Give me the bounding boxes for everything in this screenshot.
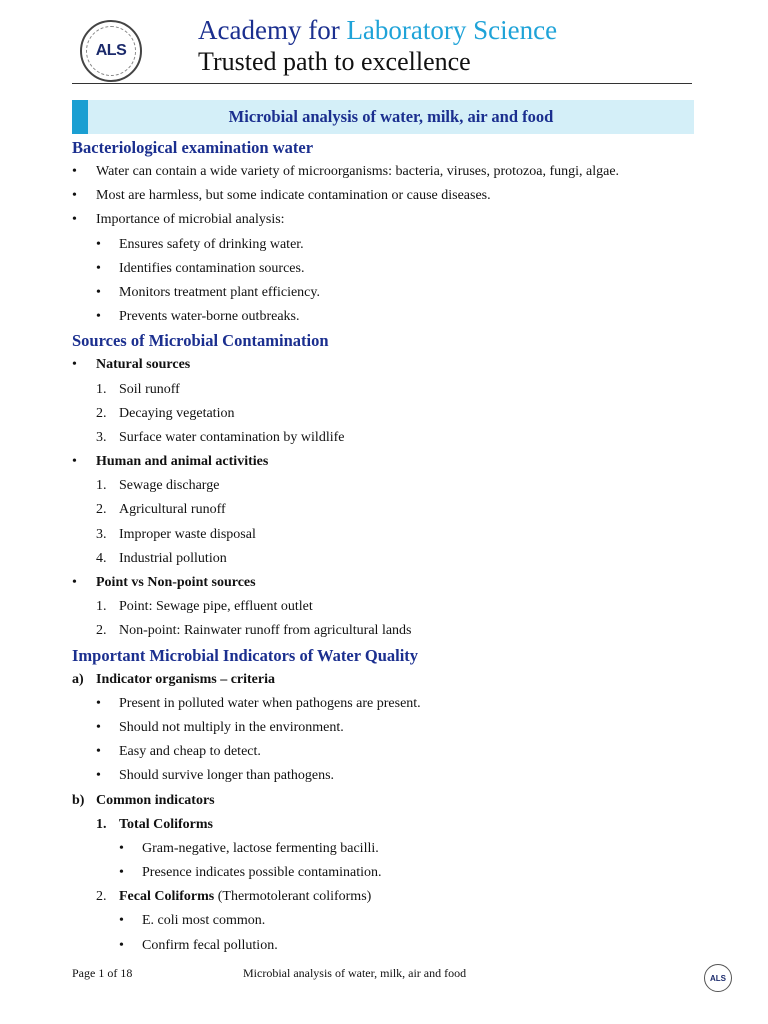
list-item xyxy=(72,547,702,571)
logo-text: ALS xyxy=(95,42,127,59)
page-footer xyxy=(0,960,768,1010)
bullet-marker: • xyxy=(96,768,101,784)
bullet-marker: • xyxy=(96,744,101,760)
list-item-text: Confirm fecal pollution. xyxy=(142,937,278,953)
list-item xyxy=(72,450,702,474)
bullet-marker: • xyxy=(72,188,77,204)
bullet-marker: • xyxy=(96,719,101,735)
list-item xyxy=(72,257,702,281)
number-marker: 2. xyxy=(96,889,107,905)
list-item xyxy=(72,571,702,595)
list-item xyxy=(72,740,702,764)
list-item xyxy=(72,353,702,377)
bullet-marker: • xyxy=(119,913,124,929)
list-item-text: Presence indicates possible contamination. xyxy=(142,865,382,881)
footer-logo-text: ALS xyxy=(710,973,726,983)
list-item-text: Common indicators xyxy=(96,792,215,808)
number-marker: 2. xyxy=(96,405,107,421)
number-marker: 1. xyxy=(96,599,107,615)
section-heading-sources: Sources of Microbial Contamination xyxy=(72,331,329,351)
list-item-text: Easy and cheap to detect. xyxy=(119,744,261,760)
bullet-marker: • xyxy=(119,937,124,953)
bullet-marker: • xyxy=(96,284,101,300)
number-marker: 3. xyxy=(96,526,107,542)
bullet-marker: • xyxy=(96,236,101,252)
list-item xyxy=(72,498,702,522)
list-item-text: Gram-negative, lactose fermenting bacilli. xyxy=(142,840,379,856)
bullet-marker: • xyxy=(96,260,101,276)
list-item xyxy=(72,523,702,547)
list-item xyxy=(72,885,702,909)
list-item xyxy=(72,716,702,740)
list-item-text: Ensures safety of drinking water. xyxy=(119,236,304,252)
section-heading-bacteriological: Bacteriological examination water xyxy=(72,138,314,157)
list-item-text: Identifies contamination sources. xyxy=(119,260,305,276)
page-number: Page 1 of 18 xyxy=(72,966,133,980)
number-marker: 2. xyxy=(96,502,107,518)
list-item-text: Non-point: Rainwater runoff from agricultural lands xyxy=(119,623,412,639)
list-item-text: Decaying vegetation xyxy=(119,405,235,421)
list-item xyxy=(72,692,702,716)
list-item-text: Monitors treatment plant efficiency. xyxy=(119,284,320,300)
tagline: Trusted path to excellence xyxy=(198,47,471,76)
list-item-text: Indicator organisms – criteria xyxy=(96,671,275,687)
bullet-marker: • xyxy=(119,840,124,856)
academy-logo xyxy=(80,20,142,82)
bullet-marker: • xyxy=(72,212,77,228)
number-marker: 3. xyxy=(96,429,107,445)
list-item xyxy=(72,426,702,450)
list-item-text: Importance of microbial analysis: xyxy=(96,212,285,228)
number-marker: 1. xyxy=(96,381,107,397)
list-item xyxy=(72,208,702,232)
list-item-text: Prevents water-borne outbreaks. xyxy=(119,309,300,325)
list-item xyxy=(72,861,702,885)
list-item-text: Should survive longer than pathogens. xyxy=(119,768,335,784)
bullet-marker: • xyxy=(96,309,101,325)
fecal-coliforms-title: Fecal Coliforms xyxy=(119,889,215,905)
banner-title: Microbial analysis of water, milk, air and food xyxy=(228,107,554,126)
title-part-2: Laboratory Science xyxy=(346,15,558,45)
list-item-text: Natural sources xyxy=(96,357,191,373)
letter-marker: a) xyxy=(72,671,84,687)
bullet-marker: • xyxy=(96,695,101,711)
list-item-text: Water can contain a wide variety of microorganisms: bacteria, viruses, protozoa, fungi, algae. xyxy=(96,164,620,179)
logo-mark xyxy=(86,26,136,76)
list-item xyxy=(72,281,702,305)
list-item xyxy=(72,233,702,257)
list-item-text: Should not multiply in the environment. xyxy=(119,719,344,735)
page-header xyxy=(0,0,768,90)
footer-logo xyxy=(704,964,732,992)
list-item xyxy=(72,595,702,619)
list-item xyxy=(72,474,702,498)
list-item xyxy=(72,813,702,837)
number-marker: 1. xyxy=(96,816,107,832)
list-item-text: Improper waste disposal xyxy=(119,526,256,542)
fecal-coliforms-note: (Thermotolerant coliforms) xyxy=(214,889,372,905)
list-item-text: Present in polluted water when pathogens are present. xyxy=(119,695,421,711)
list-item-text xyxy=(119,885,371,909)
list-item xyxy=(72,789,702,813)
document-body xyxy=(72,136,702,958)
bullet-marker: • xyxy=(72,357,77,373)
bullet-marker: • xyxy=(72,454,77,470)
bullet-marker: • xyxy=(119,865,124,881)
list-item-text: Point: Sewage pipe, effluent outlet xyxy=(119,599,313,615)
banner-accent-bar xyxy=(72,100,88,134)
number-marker: 4. xyxy=(96,550,107,566)
list-item-text: Sewage discharge xyxy=(119,478,220,494)
title-part-1: Academy for xyxy=(198,15,340,45)
list-item-text: Agricultural runoff xyxy=(119,502,226,518)
list-item-text: Total Coliforms xyxy=(119,816,213,832)
header-divider xyxy=(72,83,692,84)
list-item xyxy=(72,402,702,426)
list-item xyxy=(72,160,702,184)
footer-title: Microbial analysis of water, milk, air and food xyxy=(243,966,467,980)
list-item-text: Point vs Non-point sources xyxy=(96,575,256,590)
list-item-text: E. coli most common. xyxy=(142,913,266,929)
list-item-text: Industrial pollution xyxy=(119,550,227,566)
list-item xyxy=(72,619,702,643)
list-item xyxy=(72,668,702,692)
list-item xyxy=(72,378,702,402)
letter-marker: b) xyxy=(72,792,85,808)
bullet-marker: • xyxy=(72,575,77,590)
academy-title xyxy=(198,14,557,46)
list-item xyxy=(72,305,702,329)
bullet-marker: • xyxy=(72,164,77,179)
list-item xyxy=(72,837,702,861)
list-item xyxy=(72,764,702,788)
number-marker: 1. xyxy=(96,478,107,494)
list-item-text: Surface water contamination by wildlife xyxy=(119,429,345,445)
list-item-text: Soil runoff xyxy=(119,381,180,397)
list-item-text: Most are harmless, but some indicate contamination or cause diseases. xyxy=(96,188,491,204)
list-item xyxy=(72,909,702,933)
list-item-text: Human and animal activities xyxy=(96,454,269,470)
document-banner xyxy=(72,100,694,134)
list-item xyxy=(72,184,702,208)
list-item xyxy=(72,934,702,958)
number-marker: 2. xyxy=(96,623,107,639)
section-heading-indicators: Important Microbial Indicators of Water Quality xyxy=(72,645,419,665)
